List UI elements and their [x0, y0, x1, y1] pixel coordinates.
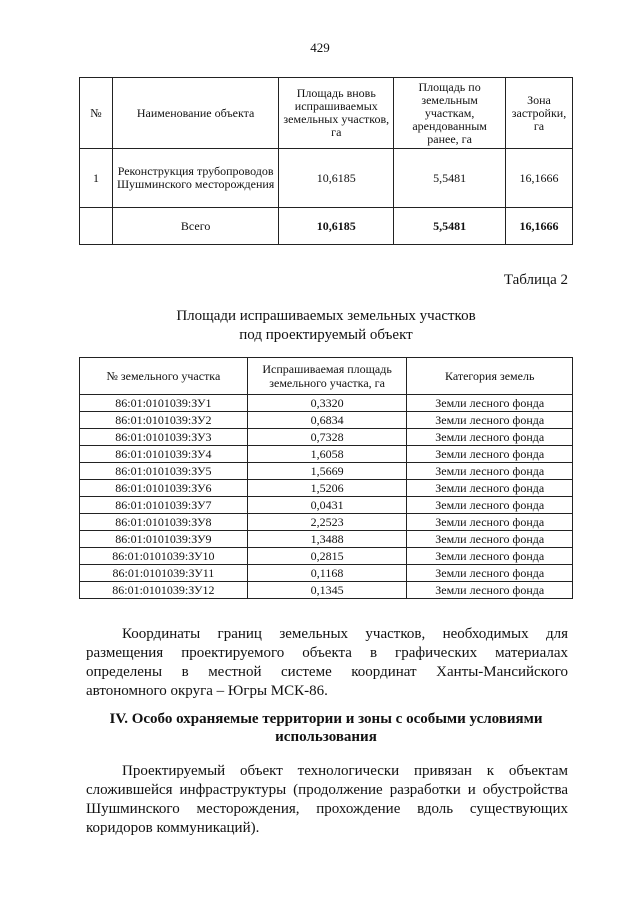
plot-area: 2,2523 [247, 514, 407, 531]
plot-category: Земли лесного фонда [407, 548, 573, 565]
table-row [80, 548, 573, 565]
cell-empty [80, 208, 113, 245]
plot-id: 86:01:0101039:ЗУ9 [80, 531, 248, 548]
plot-area: 0,3320 [247, 395, 407, 412]
plot-id: 86:01:0101039:ЗУ7 [80, 497, 248, 514]
table-row [80, 582, 573, 599]
infrastructure-paragraph [86, 762, 568, 838]
objects-area-table [79, 77, 573, 245]
plot-id: 86:01:0101039:ЗУ3 [80, 429, 248, 446]
cell-number: 1 [80, 149, 113, 208]
total-build-zone: 16,1666 [506, 208, 573, 245]
plot-category: Земли лесного фонда [407, 395, 573, 412]
section-heading: IV. Особо охраняемые территории и зоны с особыми условиями использования [109, 711, 543, 745]
plot-area: 0,1345 [247, 582, 407, 599]
plot-id: 86:01:0101039:ЗУ5 [80, 463, 248, 480]
total-row [80, 208, 573, 245]
plot-area: 0,0431 [247, 497, 407, 514]
plot-category: Земли лесного фонда [407, 429, 573, 446]
coordinates-paragraph-text: Координаты границ земельных участков, необходимых для размещения проектируемого объекта в графических материалах определены в местной системе координат Ханты-Мансийского автономного округа – Югры МСК-86. [86, 626, 568, 699]
table-header-row [80, 358, 573, 395]
table-row [80, 497, 573, 514]
table2-caption: Таблица 2 [503, 272, 568, 288]
col-header-requested-area: Испрашиваемая площадь земельного участка, га [247, 358, 407, 395]
table-row [80, 565, 573, 582]
plot-category: Земли лесного фонда [407, 446, 573, 463]
col-header-number: № [80, 78, 113, 149]
table-row [80, 463, 573, 480]
cell-object-name: Реконструкция трубопроводов Шушминского месторождения [112, 149, 278, 208]
plot-category: Земли лесного фонда [407, 480, 573, 497]
plot-id: 86:01:0101039:ЗУ8 [80, 514, 248, 531]
table2-title-line1: Площади испрашиваемых земельных участков [176, 308, 476, 324]
coordinates-paragraph [86, 625, 568, 701]
plot-area: 0,1168 [247, 565, 407, 582]
plot-category: Земли лесного фонда [407, 582, 573, 599]
table-row [80, 149, 573, 208]
table-row [80, 514, 573, 531]
table-row [80, 429, 573, 446]
plot-id: 86:01:0101039:ЗУ11 [80, 565, 248, 582]
total-new-area: 10,6185 [279, 208, 394, 245]
plot-area: 0,7328 [247, 429, 407, 446]
table-row [80, 531, 573, 548]
table-row [80, 412, 573, 429]
table-header-row [80, 78, 573, 149]
cell-leased-area: 5,5481 [394, 149, 506, 208]
col-header-new-area: Площадь вновь испрашиваемых земельных участков, га [279, 78, 394, 149]
land-plots-table [79, 357, 573, 599]
plot-id: 86:01:0101039:ЗУ1 [80, 395, 248, 412]
total-label: Всего [112, 208, 278, 245]
plot-area: 1,5669 [247, 463, 407, 480]
table-row [80, 446, 573, 463]
total-leased-area: 5,5481 [394, 208, 506, 245]
col-header-leased-area: Площадь по земельным участкам, арендованным ранее, га [394, 78, 506, 149]
plot-area: 1,3488 [247, 531, 407, 548]
table2-title [79, 307, 573, 345]
plot-category: Земли лесного фонда [407, 514, 573, 531]
plot-category: Земли лесного фонда [407, 463, 573, 480]
plot-category: Земли лесного фонда [407, 565, 573, 582]
col-header-land-category: Категория земель [407, 358, 573, 395]
plot-category: Земли лесного фонда [407, 412, 573, 429]
table-row [80, 395, 573, 412]
plot-id: 86:01:0101039:ЗУ10 [80, 548, 248, 565]
plot-id: 86:01:0101039:ЗУ4 [80, 446, 248, 463]
table2-title-line2: под проектируемый объект [239, 327, 413, 343]
cell-build-zone: 16,1666 [506, 149, 573, 208]
col-header-object-name: Наименование объекта [112, 78, 278, 149]
plot-area: 1,5206 [247, 480, 407, 497]
page-number: 429 [310, 40, 330, 55]
plot-category: Земли лесного фонда [407, 497, 573, 514]
plot-area: 0,6834 [247, 412, 407, 429]
col-header-plot-number: № земельного участка [80, 358, 248, 395]
plot-area: 1,6058 [247, 446, 407, 463]
cell-new-area: 10,6185 [279, 149, 394, 208]
plot-category: Земли лесного фонда [407, 531, 573, 548]
infrastructure-paragraph-text: Проектируемый объект технологически привязан к объектам сложившейся инфраструктуры (продолжение разработки и обустройства Шушминского месторождения, прохождение вдоль существующих коридоров коммуникаций). [86, 763, 568, 836]
plot-area: 0,2815 [247, 548, 407, 565]
plot-id: 86:01:0101039:ЗУ6 [80, 480, 248, 497]
plot-id: 86:01:0101039:ЗУ2 [80, 412, 248, 429]
col-header-build-zone: Зона застройки, га [506, 78, 573, 149]
plot-id: 86:01:0101039:ЗУ12 [80, 582, 248, 599]
table-row [80, 480, 573, 497]
